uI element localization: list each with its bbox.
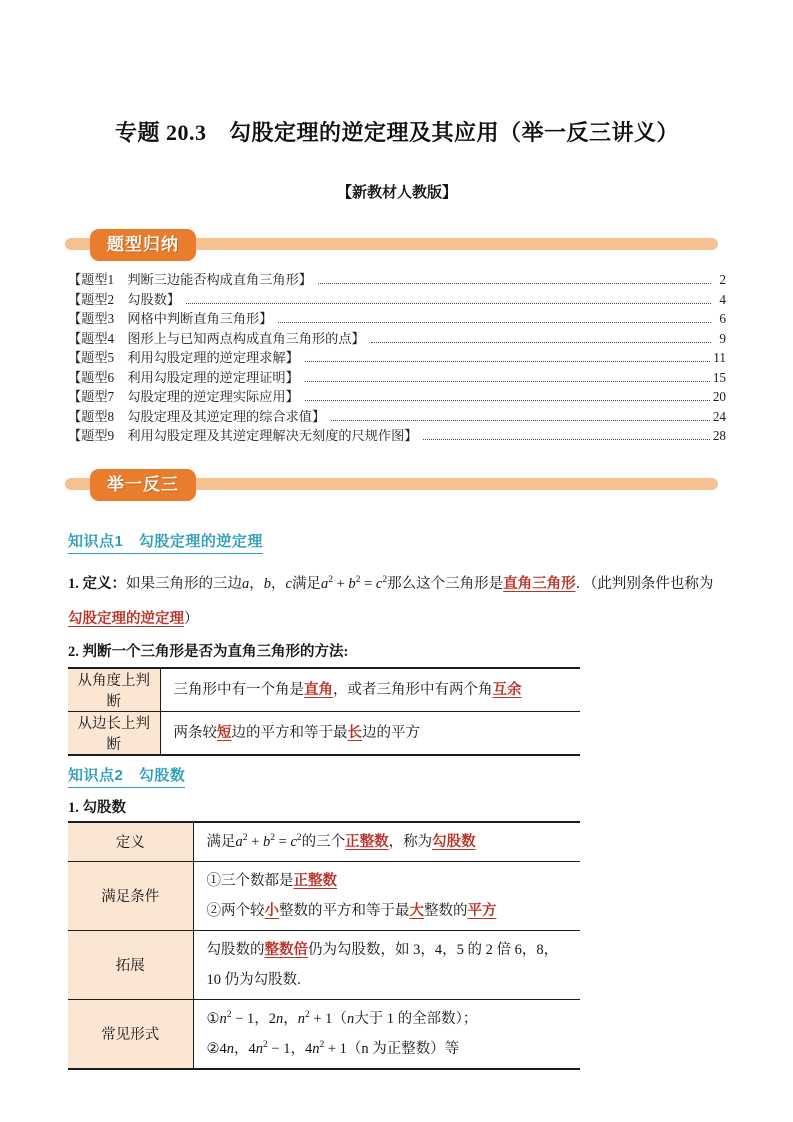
toc-page-number: 28 (712, 428, 726, 443)
toc-item[interactable] (68, 406, 726, 426)
toc-dot-leader (278, 322, 711, 323)
definition-line-2: 勾股定理的逆定理） (68, 610, 199, 627)
toc-page-number: 9 (719, 330, 726, 346)
row-content-cell (160, 711, 580, 755)
toc-item-label: 【题型9 利用勾股定理及其逆定理解决无刻度的尺规作图】 (68, 428, 418, 443)
toc-page-number: 24 (712, 408, 726, 424)
knowledge-point-1-heading: 知识点1 勾股定理的逆定理 (68, 530, 263, 554)
page-title: 专题 20.3 勾股定理的逆定理及其应用（举一反三讲义） (114, 120, 679, 145)
toc-page-number: 4 (719, 291, 726, 307)
toc-dot-leader (331, 420, 710, 421)
toc-page-number: 20 (712, 389, 726, 404)
toc-item-label: 【题型5 利用勾股定理的逆定理求解】 (68, 350, 299, 365)
toc-item-label: 【题型8 勾股定理及其逆定理的综合求值】 (68, 408, 326, 424)
knowledge-point-2-heading: 知识点2 勾股数 (68, 764, 185, 788)
toc-dot-leader (423, 439, 709, 440)
toc-item[interactable] (68, 386, 726, 406)
cell-line: ①三个数都是正整数 (206, 872, 337, 889)
cell-line: $①n^2 - 1$，2n，$n^2 + 1(n$大于 1 的全部数）； (206, 1008, 478, 1027)
toc-item-label: 【题型1 判断三边能否构成直角三角形】 (68, 272, 312, 287)
row-content-cell (193, 822, 580, 862)
definition-block (68, 567, 726, 637)
toc-dot-leader (186, 303, 711, 304)
toc-item-label: 【题型7 勾股定理的逆定理实际应用】 (68, 389, 299, 404)
toc-dot-leader (305, 381, 710, 382)
toc-dot-leader (305, 400, 710, 401)
toc-item[interactable] (68, 347, 726, 367)
toc-item[interactable] (68, 367, 726, 387)
toc-item-label: 【题型6 利用勾股定理的逆定理证明】 (68, 369, 299, 385)
toc-item-label: 【题型3 网格中判断直角三角形】 (68, 311, 273, 326)
table-row (68, 861, 580, 930)
cell-line: ②两个较小整数的平方和等于最大整数的平方 (206, 902, 497, 919)
toc-item[interactable] (68, 328, 726, 348)
row-label-cell: 定义 (68, 822, 193, 862)
cell-line: 满足$a^2 + b^2 = c^2$的三个正整数，称为勾股数 (206, 831, 476, 850)
toc-item-label: 【题型2 勾股数】 (68, 291, 181, 307)
toc-item-label: 【题型4 图形上与已知两点构成直角三角形的点】 (68, 330, 365, 346)
toc-page-number: 2 (719, 272, 726, 287)
judge-right-triangle-table (68, 667, 580, 756)
cell-line: 两条较短边的平方和等于最长边的平方 (173, 724, 420, 741)
toc-item[interactable] (68, 289, 726, 309)
toc-page-number: 11 (713, 350, 726, 365)
toc-dot-leader (318, 283, 711, 284)
banner-practice (68, 469, 726, 501)
row-label-cell: 满足条件 (68, 861, 193, 930)
toc-page-number: 6 (719, 311, 726, 326)
page-subtitle: 【新教材人教版】 (336, 185, 457, 201)
toc-item[interactable] (68, 425, 726, 445)
practice-badge: 举一反三 (90, 469, 196, 501)
method-heading: 2. 判断一个三角形是否为直角三角形的方法: (68, 643, 349, 660)
table-row (68, 711, 580, 755)
row-content-cell (160, 668, 580, 712)
toc-dot-leader (371, 342, 711, 343)
row-label-cell: 从边长上判断 (68, 711, 160, 755)
pythagorean-numbers-subheading: 1. 勾股数 (68, 799, 126, 816)
row-content-cell (193, 999, 580, 1069)
table-row (68, 999, 580, 1069)
row-label-cell: 拓展 (68, 930, 193, 999)
toc-dot-leader (305, 361, 711, 362)
toc (68, 269, 726, 445)
cell-line: 三角形中有一个角是直角，或者三角形中有两个角互余 (173, 681, 522, 698)
banner-topic-categories (68, 229, 726, 261)
table-row (68, 930, 580, 999)
row-label-cell: 常见形式 (68, 999, 193, 1069)
table-row (68, 668, 580, 712)
table-row (68, 822, 580, 862)
topic-categories-badge: 题型归纳 (90, 229, 196, 261)
row-content-cell (193, 861, 580, 930)
toc-item[interactable] (68, 269, 726, 289)
cell-line: 勾股数的整数倍仍为勾股数，如 3，4，5 的 2 倍 6，8，10 仍为勾股数. (206, 941, 559, 988)
toc-item[interactable] (68, 308, 726, 328)
cell-line: ②4n，$4n^2 - 1$，$4n^2 + 1(n$ 为正整数）等 (206, 1038, 460, 1057)
row-label-cell: 从角度上判断 (68, 668, 160, 712)
row-content-cell (193, 930, 580, 999)
pythagorean-numbers-table (68, 821, 580, 1070)
definition-line-1: 1. 定义：如果三角形的三边a，b，c满足$a^2 + b^2 = c^2$那么这个三角形是直角三角形．（此判别条件也称为 (68, 573, 714, 592)
toc-page-number: 15 (712, 369, 726, 385)
